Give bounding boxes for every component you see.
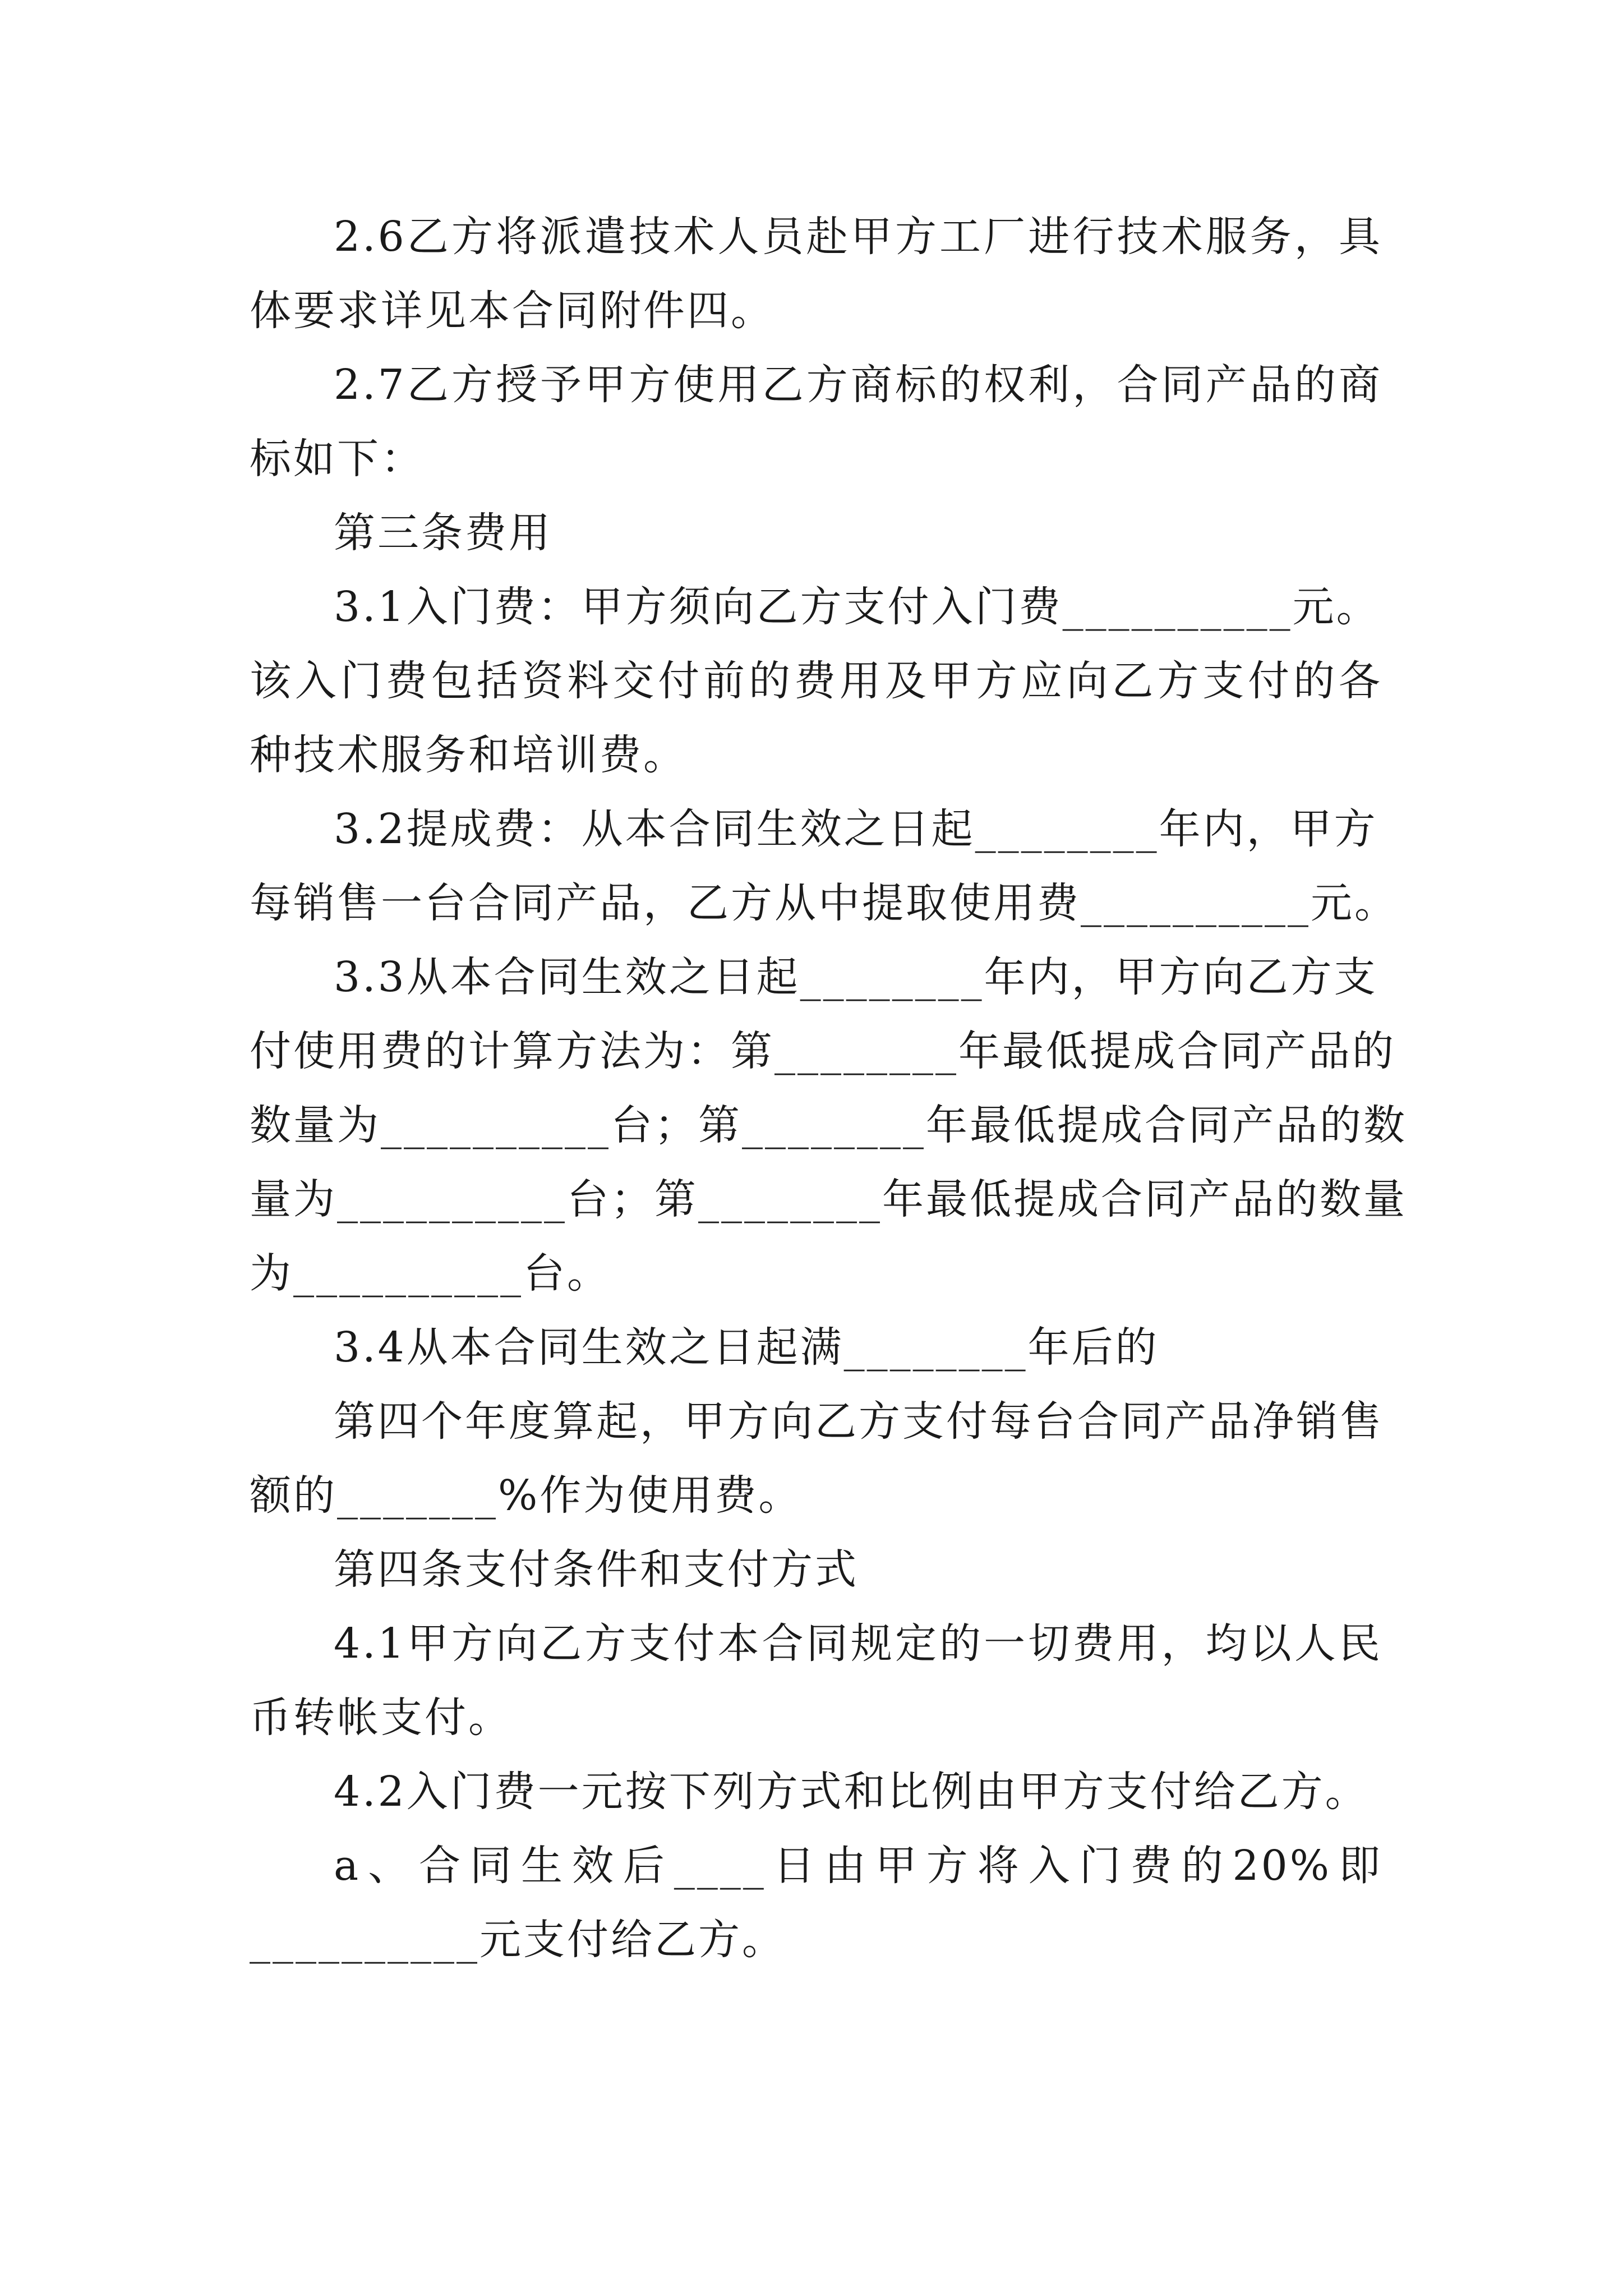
text-line-2-7a: 2.7乙方授予甲方使用乙方商标的权利，合同产品的商 (334, 361, 1382, 409)
text-line-2-6a: 2.6乙方将派遣技术人员赴甲方工厂进行技术服务，具 (334, 213, 1382, 261)
text-line-4-2a: a、合同生效后____日由甲方将入门费的20%即 (334, 1842, 1382, 1890)
text-line-4-1a: 4.1甲方向乙方支付本合同规定的一切费用，均以人民 (334, 1619, 1382, 1668)
text-line-3-2b: 每销售一台合同产品，乙方从中提取使用费__________元。 (250, 879, 1398, 927)
text-line-3-1b: 该入门费包括资料交付前的费用及甲方应向乙方支付的各 (250, 657, 1382, 705)
text-line-3-4a: 3.4从本合同生效之日起满________年后的 (334, 1323, 1159, 1372)
text-line-4-1b: 币转帐支付。 (250, 1694, 512, 1742)
section-heading-article-3: 第三条费用 (334, 509, 552, 557)
text-line-3-3a: 3.3从本合同生效之日起________年内，甲方向乙方支 (334, 953, 1378, 1001)
section-heading-article-4: 第四条支付条件和支付方式 (334, 1545, 859, 1594)
text-line-4-2b: __________元支付给乙方。 (250, 1916, 786, 1964)
text-line-3-4c: 额的_______%作为使用费。 (250, 1471, 803, 1520)
text-line-3-3d: 量为__________台；第________年最低提成合同产品的数量 (250, 1175, 1407, 1223)
text-line-3-3b: 付使用费的计算方法为：第________年最低提成合同产品的 (250, 1027, 1396, 1075)
text-line-3-2a: 3.2提成费：从本合同生效之日起________年内，甲方 (334, 805, 1378, 853)
text-line-3-1a: 3.1入门费：甲方须向乙方支付入门费__________元。 (334, 583, 1380, 631)
text-line-4-2: 4.2入门费一元按下列方式和比例由甲方支付给乙方。 (334, 1768, 1369, 1816)
text-line-2-7b: 标如下： (250, 435, 425, 483)
text-line-3-1c: 种技术服务和培训费。 (250, 731, 687, 779)
text-line-2-6b: 体要求详见本合同附件四。 (250, 287, 774, 335)
text-line-3-3c: 数量为__________台；第________年最低提成合同产品的数 (250, 1101, 1407, 1149)
text-line-3-3e: 为__________台。 (250, 1249, 611, 1297)
text-line-3-4b: 第四个年度算起，甲方向乙方支付每台合同产品净销售 (334, 1397, 1384, 1446)
